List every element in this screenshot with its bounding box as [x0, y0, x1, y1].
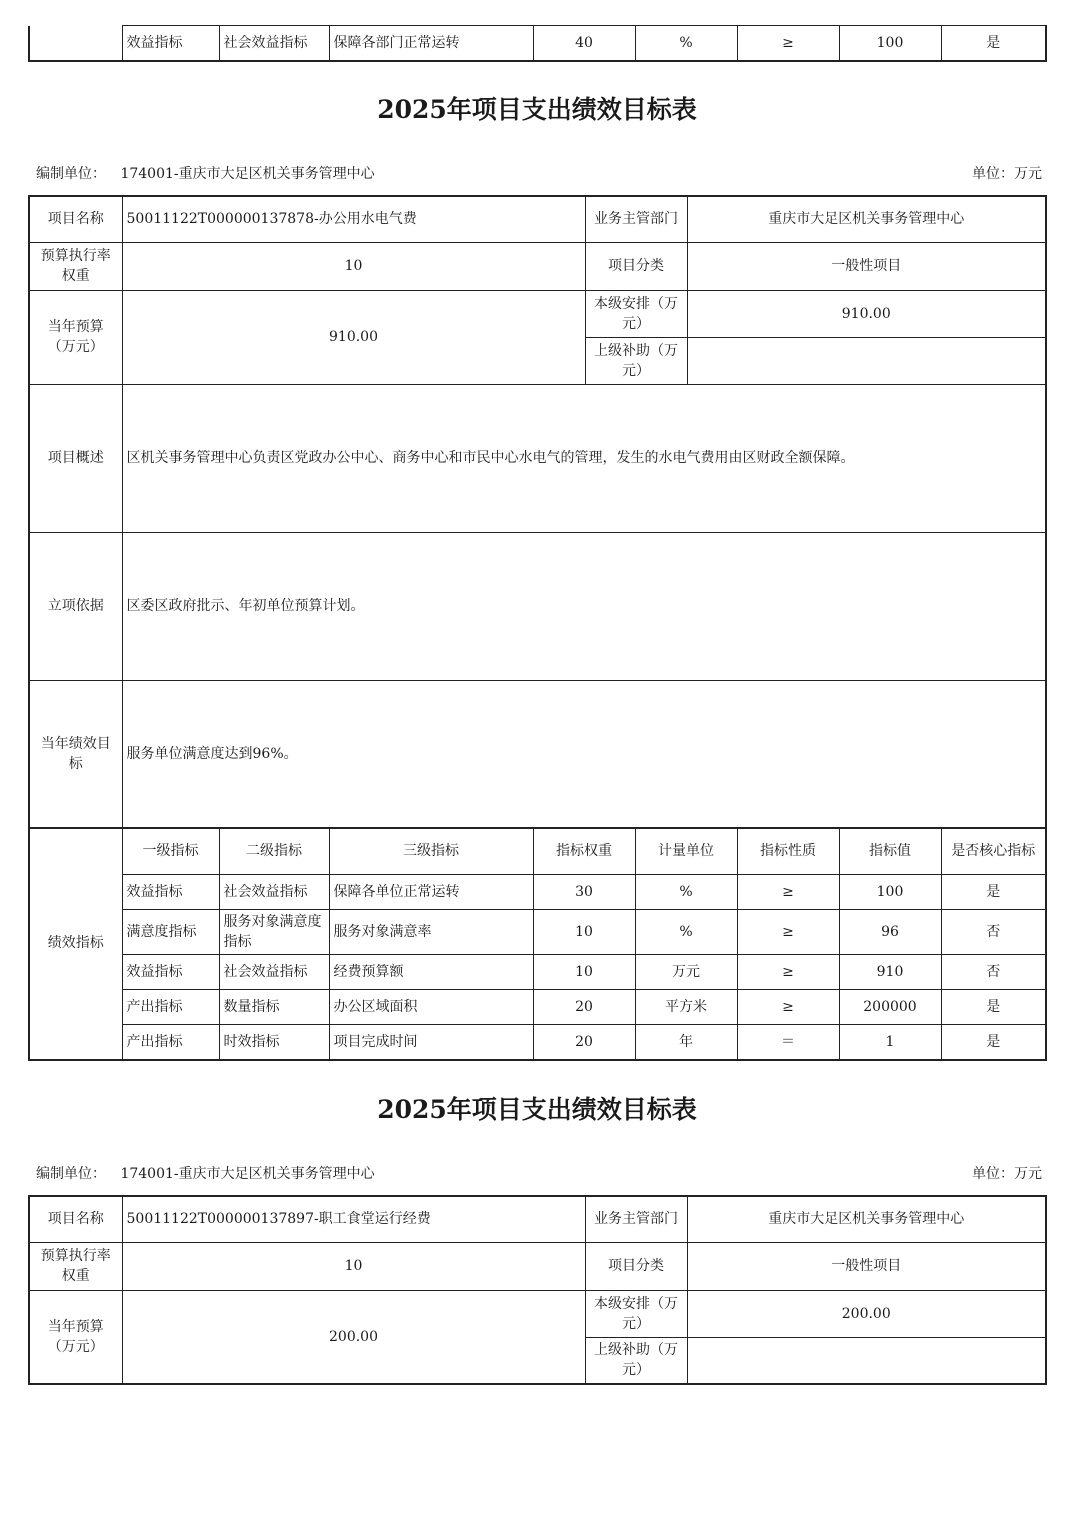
header-value: 指标值 [839, 828, 941, 875]
weight-cell: 40 [533, 26, 635, 61]
exec-weight-label: 预算执行率权重 [29, 242, 122, 290]
unit-cell: 平方米 [635, 990, 737, 1025]
weight-cell: 30 [533, 875, 635, 910]
section-1-indicators-table [28, 827, 1047, 1061]
overview-label: 项目概述 [29, 384, 122, 532]
section-1-title: 2025年项目支出绩效目标表 [377, 95, 697, 124]
overview-value: 区机关事务管理中心负责区党政办公中心、商务中心和市民中心水电气的管理，发生的水电气费用由区财政全额保障。 [122, 384, 1046, 532]
section-1-info-table [28, 195, 1047, 829]
subsidy-value [687, 1337, 1046, 1384]
project-name-label: 项目名称 [29, 1196, 122, 1242]
compiler-label: 编制单位： [36, 166, 106, 182]
section-2-compiler [36, 1163, 375, 1183]
project-name-value: 50011122T000000137878-办公用水电气费 [122, 196, 585, 242]
level2-cell: 数量指标 [219, 990, 329, 1025]
level2-cell: 时效指标 [219, 1025, 329, 1060]
level3-cell: 办公区域面积 [329, 990, 533, 1025]
category-label: 项目分类 [585, 1242, 687, 1290]
core-cell: 是 [941, 875, 1046, 910]
level3-cell: 保障各单位正常运转 [329, 875, 533, 910]
dept-label: 业务主管部门 [585, 196, 687, 242]
indicators-label: 绩效指标 [29, 828, 122, 1060]
indicators-label-cell [29, 26, 122, 61]
dept-value: 重庆市大足区机关事务管理中心 [687, 196, 1046, 242]
goal-label: 当年绩效目标 [29, 680, 122, 828]
local-label: 本级安排（万元） [585, 290, 687, 337]
unit-cell: 年 [635, 1025, 737, 1060]
indicator-row [29, 990, 1046, 1025]
previous-indicator-fragment [28, 25, 1047, 62]
basis-label: 立项依据 [29, 532, 122, 680]
compiler-value: 174001-重庆市大足区机关事务管理中心 [120, 1166, 375, 1182]
level2-cell: 服务对象满意度指标 [219, 910, 329, 955]
category-label: 项目分类 [585, 242, 687, 290]
project-name-value: 50011122T000000137897-职工食堂运行经费 [122, 1196, 585, 1242]
exec-weight-value: 10 [122, 242, 585, 290]
level1-cell: 效益指标 [122, 955, 219, 990]
weight-cell: 10 [533, 955, 635, 990]
indicator-row [29, 1025, 1046, 1060]
core-cell: 是 [941, 26, 1046, 61]
value-cell: 100 [839, 26, 941, 61]
exec-weight-value: 10 [122, 1242, 585, 1290]
level1-cell: 满意度指标 [122, 910, 219, 955]
header-level3: 三级指标 [329, 828, 533, 875]
nature-cell: ≥ [737, 955, 839, 990]
exec-weight-label: 预算执行率权重 [29, 1242, 122, 1290]
section-1-compiler [36, 163, 375, 183]
dept-label: 业务主管部门 [585, 1196, 687, 1242]
value-cell: 1 [839, 1025, 941, 1060]
local-value: 910.00 [687, 290, 1046, 337]
level1-cell: 效益指标 [122, 875, 219, 910]
core-cell: 否 [941, 910, 1046, 955]
indicator-row [29, 910, 1046, 955]
level2-cell: 社会效益指标 [219, 955, 329, 990]
section-2-info-table [28, 1195, 1047, 1385]
unit-cell: 万元 [635, 955, 737, 990]
value-cell: 910 [839, 955, 941, 990]
core-cell: 是 [941, 990, 1046, 1025]
indicator-row [29, 26, 1046, 61]
goal-value: 服务单位满意度达到96%。 [122, 680, 1046, 828]
value-cell: 200000 [839, 990, 941, 1025]
section-1-unit: 单位：万元 [972, 166, 1042, 182]
header-core: 是否核心指标 [941, 828, 1046, 875]
header-nature: 指标性质 [737, 828, 839, 875]
unit-cell: % [635, 910, 737, 955]
category-value: 一般性项目 [687, 242, 1046, 290]
indicator-row [29, 875, 1046, 910]
compiler-label: 编制单位： [36, 1166, 106, 1182]
level1-cell: 效益指标 [122, 26, 219, 61]
category-value: 一般性项目 [687, 1242, 1046, 1290]
level3-cell: 服务对象满意率 [329, 910, 533, 955]
core-cell: 是 [941, 1025, 1046, 1060]
nature-cell: ＝ [737, 1025, 839, 1060]
nature-cell: ≥ [737, 26, 839, 61]
section-2-title: 2025年项目支出绩效目标表 [377, 1095, 697, 1124]
value-cell: 100 [839, 875, 941, 910]
header-unit: 计量单位 [635, 828, 737, 875]
unit-cell: % [635, 875, 737, 910]
budget-label: 当年预算（万元） [29, 290, 122, 384]
indicator-header-row [29, 828, 1046, 875]
header-level1: 一级指标 [122, 828, 219, 875]
header-level2: 二级指标 [219, 828, 329, 875]
nature-cell: ≥ [737, 875, 839, 910]
budget-value: 910.00 [122, 290, 585, 384]
core-cell: 否 [941, 955, 1046, 990]
local-value: 200.00 [687, 1290, 1046, 1337]
section-2-unit: 单位：万元 [972, 1166, 1042, 1182]
indicator-row [29, 955, 1046, 990]
nature-cell: ≥ [737, 910, 839, 955]
dept-value: 重庆市大足区机关事务管理中心 [687, 1196, 1046, 1242]
level1-cell: 产出指标 [122, 990, 219, 1025]
level2-cell: 社会效益指标 [219, 875, 329, 910]
basis-value: 区委区政府批示、年初单位预算计划。 [122, 532, 1046, 680]
header-weight: 指标权重 [533, 828, 635, 875]
level2-cell: 社会效益指标 [219, 26, 329, 61]
level3-cell: 经费预算额 [329, 955, 533, 990]
subsidy-value [687, 337, 1046, 384]
nature-cell: ≥ [737, 990, 839, 1025]
subsidy-label: 上级补助（万元） [585, 1337, 687, 1384]
project-name-label: 项目名称 [29, 196, 122, 242]
subsidy-label: 上级补助（万元） [585, 337, 687, 384]
level1-cell: 产出指标 [122, 1025, 219, 1060]
budget-label: 当年预算（万元） [29, 1290, 122, 1384]
weight-cell: 20 [533, 990, 635, 1025]
local-label: 本级安排（万元） [585, 1290, 687, 1337]
weight-cell: 20 [533, 1025, 635, 1060]
level3-cell: 保障各部门正常运转 [329, 26, 533, 61]
unit-cell: % [635, 26, 737, 61]
budget-value: 200.00 [122, 1290, 585, 1384]
level3-cell: 项目完成时间 [329, 1025, 533, 1060]
weight-cell: 10 [533, 910, 635, 955]
value-cell: 96 [839, 910, 941, 955]
compiler-value: 174001-重庆市大足区机关事务管理中心 [120, 166, 375, 182]
